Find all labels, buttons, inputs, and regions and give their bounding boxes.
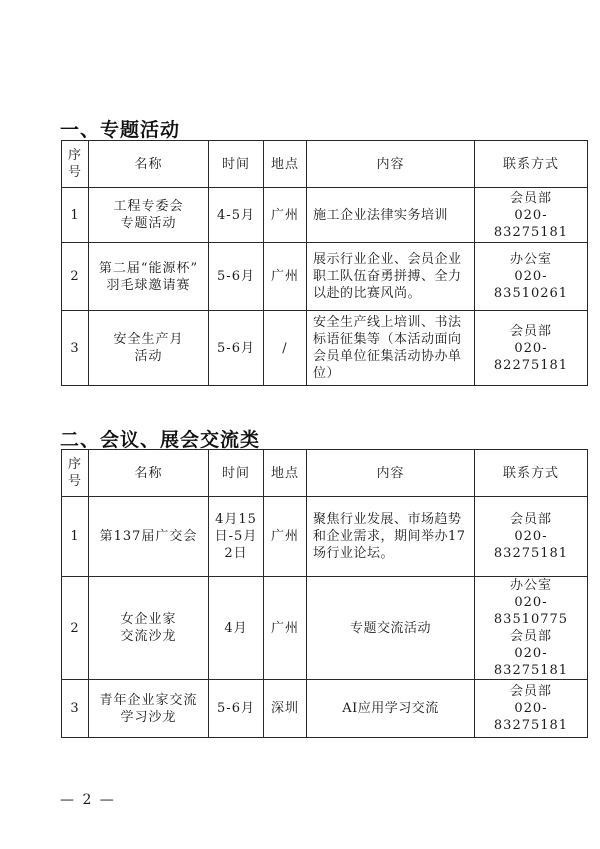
row-time: 5-6月: [209, 680, 264, 738]
contact-line: 020-83510775: [493, 595, 569, 627]
table-row: [62, 577, 588, 680]
row-time: 5-6月: [209, 243, 264, 311]
header-content: 内容: [307, 141, 475, 188]
contact-line: 会员部: [509, 512, 552, 527]
row-content: 施工企业法律实务培训: [307, 188, 475, 243]
row-content: 聚焦行业发展、市场趋势和企业需求，期间举办17场行业论坛。: [307, 497, 475, 577]
row-place: 广州: [264, 497, 307, 577]
section-1-title: 一、专题活动: [60, 119, 181, 141]
name-line: 女企业家: [120, 612, 177, 627]
name-line: 羽毛球邀请赛: [106, 277, 191, 293]
contact-line: 020-83510261: [493, 269, 569, 301]
row-name: 第137届广交会: [89, 497, 209, 577]
table-row: [62, 497, 588, 577]
section-2-title: 二、会议、展会交流类: [60, 429, 261, 451]
row-contact: [475, 243, 588, 311]
header-time: 时间: [209, 450, 264, 497]
contact-line: 020-82275181: [493, 340, 569, 373]
header-place: 地点: [264, 450, 307, 497]
header-place: 地点: [264, 141, 307, 188]
contact-line: 会员部: [509, 629, 552, 644]
row-content: AI应用学习交流: [307, 680, 475, 738]
name-line: 专题活动: [120, 216, 177, 231]
row-name: [89, 243, 209, 311]
row-name: [89, 311, 209, 386]
row-content: 展示行业企业、会员企业职工队伍奋勇拼搏、全力以赴的比赛风尚。: [307, 243, 475, 311]
contact-line: 020-83275181: [493, 529, 569, 561]
row-time: 5-6月: [209, 311, 264, 386]
name-line: 活动: [134, 349, 163, 364]
name-line: 第二届“能源杯”: [98, 260, 199, 276]
row-contact: [475, 188, 588, 243]
row-time: 4月: [209, 577, 264, 680]
row-time: 4-5月: [209, 188, 264, 243]
row-content: 专题交流活动: [307, 577, 475, 680]
table-row: [62, 311, 588, 386]
row-time: 4月15日-5月2日: [209, 497, 264, 577]
row-place: 广州: [264, 188, 307, 243]
table-row: [62, 188, 588, 243]
row-name: [89, 680, 209, 738]
name-line: 青年企业家交流: [99, 692, 198, 708]
name-line: 学习沙龙: [120, 709, 177, 725]
header-contact: 联系方式: [475, 141, 588, 188]
row-no: 2: [62, 577, 89, 680]
contact-line: 办公室: [509, 252, 552, 267]
page-number: — 2 —: [60, 792, 116, 808]
table-header-row: [62, 450, 588, 497]
row-contact: [475, 680, 588, 738]
table-header-row: [62, 141, 588, 188]
row-name: [89, 577, 209, 680]
row-place: /: [264, 311, 307, 386]
name-line: 交流沙龙: [120, 629, 177, 644]
contact-line: 会员部: [509, 684, 552, 699]
row-place: 广州: [264, 243, 307, 311]
name-line: 工程专委会: [113, 199, 184, 214]
contact-line: 020-83275181: [493, 646, 569, 678]
row-contact: [475, 577, 588, 680]
contact-line: 020-83275181: [493, 701, 569, 733]
table-row: [62, 680, 588, 738]
header-name: 名称: [89, 450, 209, 497]
row-no: 2: [62, 243, 89, 311]
table-row: [62, 243, 588, 311]
header-name: 名称: [89, 141, 209, 188]
name-line: 安全生产月: [113, 332, 184, 347]
header-contact: 联系方式: [475, 450, 588, 497]
contact-line: 办公室: [509, 578, 552, 593]
row-contact: [475, 311, 588, 386]
row-name: [89, 188, 209, 243]
activity-table-1: [61, 140, 588, 386]
header-no: 序号: [62, 450, 89, 497]
row-no: 3: [62, 311, 89, 386]
row-contact: [475, 497, 588, 577]
contact-line: 会员部: [509, 323, 552, 339]
contact-line: 会员部: [509, 190, 552, 206]
row-place: 广州: [264, 577, 307, 680]
row-no: 3: [62, 680, 89, 738]
header-time: 时间: [209, 141, 264, 188]
row-no: 1: [62, 188, 89, 243]
contact-line: 020-83275181: [493, 207, 569, 240]
header-no: 序号: [62, 141, 89, 188]
row-place: 深圳: [264, 680, 307, 738]
activity-table-2: [61, 449, 588, 738]
row-no: 1: [62, 497, 89, 577]
row-content: 安全生产线上培训、书法标语征集等（本活动面向会员单位征集活动协办单位）: [307, 311, 475, 386]
header-content: 内容: [307, 450, 475, 497]
